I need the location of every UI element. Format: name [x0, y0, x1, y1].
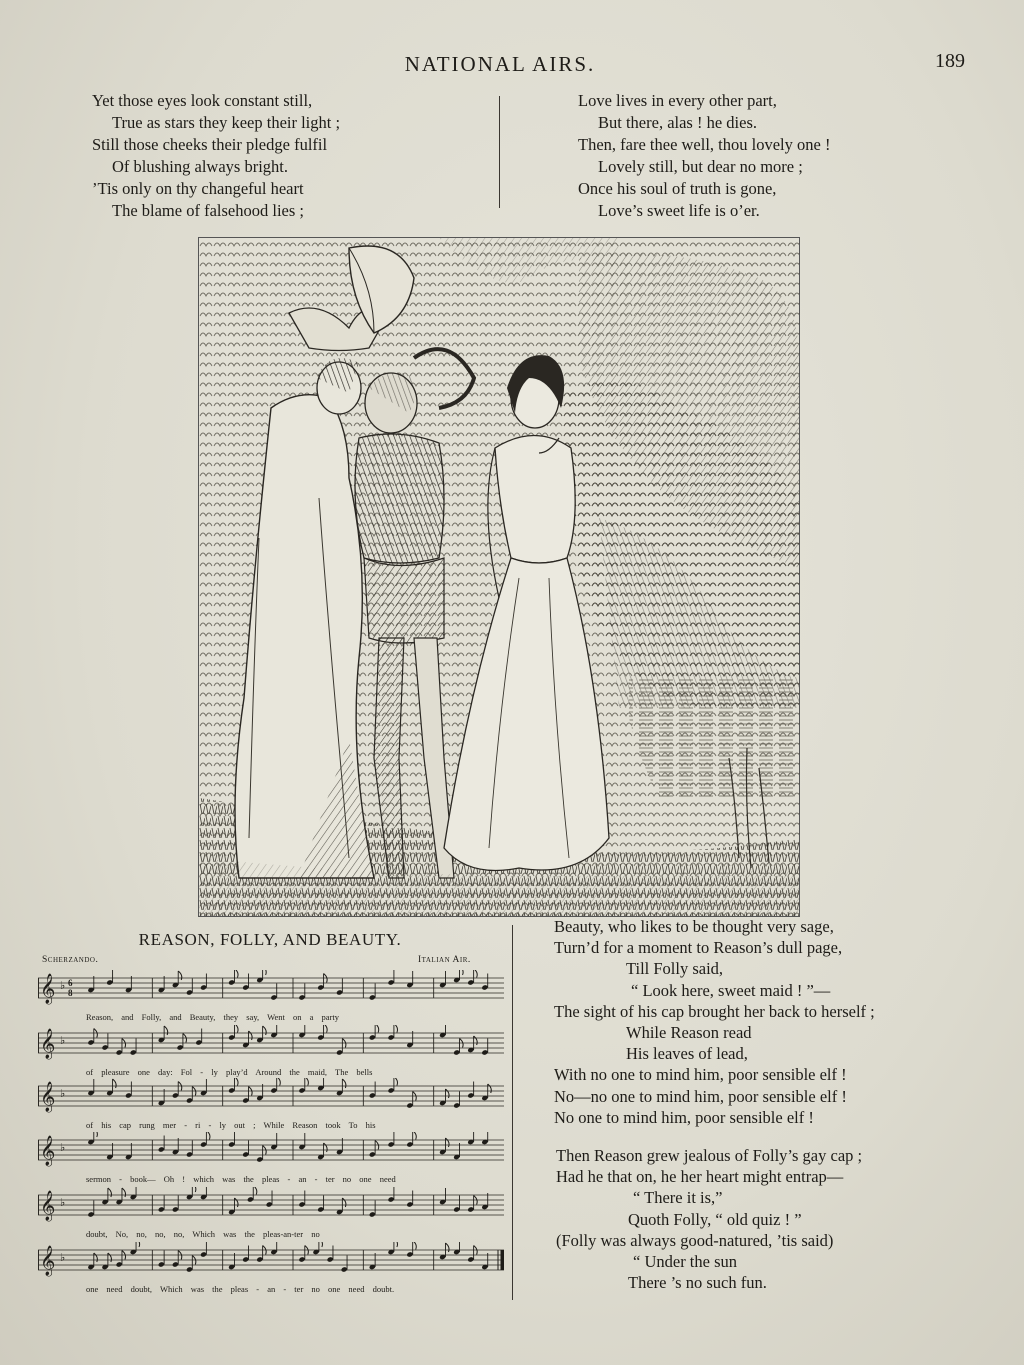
verse-line: Turn’d for a moment to Reason’s dull page,: [554, 938, 843, 958]
note-flag: [178, 971, 182, 980]
note-flag: [474, 1036, 478, 1045]
lyric-line: of his cap rung mer - ri - ly out ; While Reason took To his: [86, 1120, 376, 1130]
time-signature: 6: [68, 978, 73, 988]
treble-clef-icon: 𝄞: [40, 1246, 56, 1276]
verse-line: Once his soul of truth is gone,: [578, 179, 777, 198]
verse-line: Yet those eyes look constant still,: [92, 91, 313, 110]
note-flag: [108, 1188, 112, 1197]
final-barline: [501, 1250, 505, 1270]
verse-line: Then, fare thee well, thou lovely one !: [578, 135, 831, 154]
note-flag: [342, 1198, 346, 1207]
air-label: Italian Air.: [418, 955, 471, 965]
note-flag: [234, 970, 238, 978]
top-verse-left: [92, 90, 340, 222]
verse-line: His leaves of lead,: [626, 1044, 748, 1064]
music-staff: [38, 1025, 504, 1065]
note-flag: [263, 1026, 267, 1035]
verse-line: “ Under the sun: [633, 1252, 738, 1272]
lyric-line: of pleasure one day: Fol - ly play’d Around the maid, The bells: [86, 1067, 373, 1077]
music-staff-system: [38, 1078, 504, 1130]
verse-line: But there, alas ! he dies.: [598, 113, 757, 132]
engraving-artwork: [199, 238, 799, 916]
verse-line: No—no one to mind him, poor sensible elf !: [554, 1086, 847, 1106]
running-title: NATIONAL AIRS.: [404, 52, 596, 76]
note-flag: [342, 1079, 346, 1088]
note-flag: [305, 1078, 309, 1086]
note-flag: [413, 1242, 417, 1250]
note-flag: [324, 1143, 328, 1152]
note-flag: [319, 1242, 323, 1247]
engraving-illustration: [198, 237, 800, 917]
note-flag: [445, 1138, 449, 1147]
lyric-line: sermon - book— Oh ! which was the pleas - an - ter no one need: [86, 1174, 396, 1184]
verse-line: The blame of falsehood lies ;: [112, 201, 304, 220]
note-flag: [94, 1253, 98, 1262]
note-flag: [324, 1025, 328, 1033]
note-flag: [108, 1253, 112, 1262]
note-flag: [253, 1187, 257, 1195]
song-title: REASON, FOLLY, AND BEAUTY.: [138, 930, 402, 949]
verse-line: No one to mind him, poor sensible elf !: [554, 1107, 814, 1127]
note-flag: [136, 1242, 140, 1247]
verse-line: Till Folly said,: [626, 959, 724, 979]
music-staff: [38, 1132, 504, 1172]
verse-line: While Reason read: [626, 1023, 752, 1043]
verse-line: Had he that on, he her heart might entrap—: [556, 1167, 844, 1187]
verse-line: (Folly was always good-natured, ’tis said): [556, 1230, 834, 1250]
music-staff-system: [38, 1025, 504, 1077]
verse-line: Love’s sweet life is o’er.: [598, 201, 760, 220]
music-staff: [38, 1078, 504, 1118]
note-flag: [263, 970, 267, 975]
verse-line: ’Tis only on thy changeful heart: [92, 179, 304, 198]
column-rule: [512, 925, 513, 1300]
note-flag: [234, 1025, 238, 1033]
note-flag: [122, 1188, 126, 1197]
tempo-marking: Scherzando.: [42, 955, 99, 965]
note-flag: [375, 1025, 379, 1033]
music-staff-system: [38, 1187, 504, 1239]
note-flag: [206, 1132, 210, 1140]
note-flag: [413, 1132, 417, 1140]
treble-clef-icon: 𝄞: [40, 1136, 56, 1166]
note-flag: [394, 1078, 398, 1086]
note-flag: [488, 1084, 492, 1093]
lyric-line: doubt, No, no, no, no, Which was the pleas-an-ter no: [86, 1229, 320, 1239]
note-flag: [234, 1078, 238, 1086]
right-verse-stanza-1: [554, 916, 875, 1128]
verse-line: Love lives in every other part,: [578, 91, 777, 110]
note-flag: [474, 970, 478, 978]
verse-line: “ Look here, sweet maid ! ”—: [631, 980, 831, 1000]
verse-line: The sight of his cap brought her back to herself ;: [554, 1001, 875, 1021]
treble-clef-icon: 𝄞: [40, 1082, 56, 1112]
time-signature: 8: [68, 988, 73, 998]
treble-clef-icon: 𝄞: [40, 1029, 56, 1059]
top-verse-right: [578, 90, 830, 222]
page-number: 189: [935, 50, 965, 72]
key-signature-flat-icon: ♭: [60, 1251, 66, 1264]
verse-line: There ’s no such fun.: [628, 1273, 767, 1293]
column-rule: [499, 96, 500, 208]
verse-line: “ There it is,”: [633, 1188, 723, 1208]
lyric-line: one need doubt, Which was the pleas - an - ter no one need doubt.: [86, 1284, 395, 1294]
note-flag: [192, 1187, 196, 1192]
key-signature-flat-icon: ♭: [60, 1087, 66, 1100]
note-flag: [113, 1079, 117, 1088]
music-staff: [38, 1187, 504, 1227]
note-flag: [394, 1242, 398, 1247]
treble-clef-icon: 𝄞: [40, 1191, 56, 1221]
verse-line: True as stars they keep their light ;: [112, 113, 341, 132]
note-flag: [394, 1025, 398, 1033]
note-flag: [445, 1089, 449, 1098]
key-signature-flat-icon: ♭: [60, 1034, 66, 1047]
verse-line: Then Reason grew jealous of Folly’s gay cap ;: [556, 1146, 863, 1165]
note-flag: [94, 1132, 98, 1137]
verse-line: Still those cheeks their pledge fulfil: [92, 135, 328, 154]
verse-line: Quoth Folly, “ old quiz ! ”: [628, 1209, 802, 1229]
treble-clef-icon: 𝄞: [40, 974, 56, 1004]
music-staff-system: [38, 970, 504, 1022]
key-signature-flat-icon: ♭: [60, 1196, 66, 1209]
note-flag: [460, 970, 464, 975]
music-staff: [38, 970, 504, 1010]
verse-line: Of blushing always bright.: [112, 157, 288, 176]
note-flag: [164, 1026, 168, 1035]
verse-line: Beauty, who likes to be thought very sage,: [554, 917, 834, 936]
music-staff-system: [38, 1242, 504, 1294]
verse-line: With no one to mind him, poor sensible elf !: [554, 1065, 847, 1085]
key-signature-flat-icon: ♭: [60, 1141, 66, 1154]
key-signature-flat-icon: ♭: [60, 979, 66, 992]
music-staff-system: [38, 1132, 504, 1184]
note-flag: [249, 1031, 253, 1040]
note-flag: [234, 1198, 238, 1207]
verse-line: Lovely still, but dear no more ;: [598, 157, 803, 176]
lyric-line: Reason, and Folly, and Beauty, they say, Went on a party: [86, 1012, 339, 1022]
note-flag: [445, 1243, 449, 1252]
music-staff: [38, 1242, 504, 1282]
note-flag: [277, 1078, 281, 1086]
right-verse-stanza-2: [556, 1145, 862, 1293]
